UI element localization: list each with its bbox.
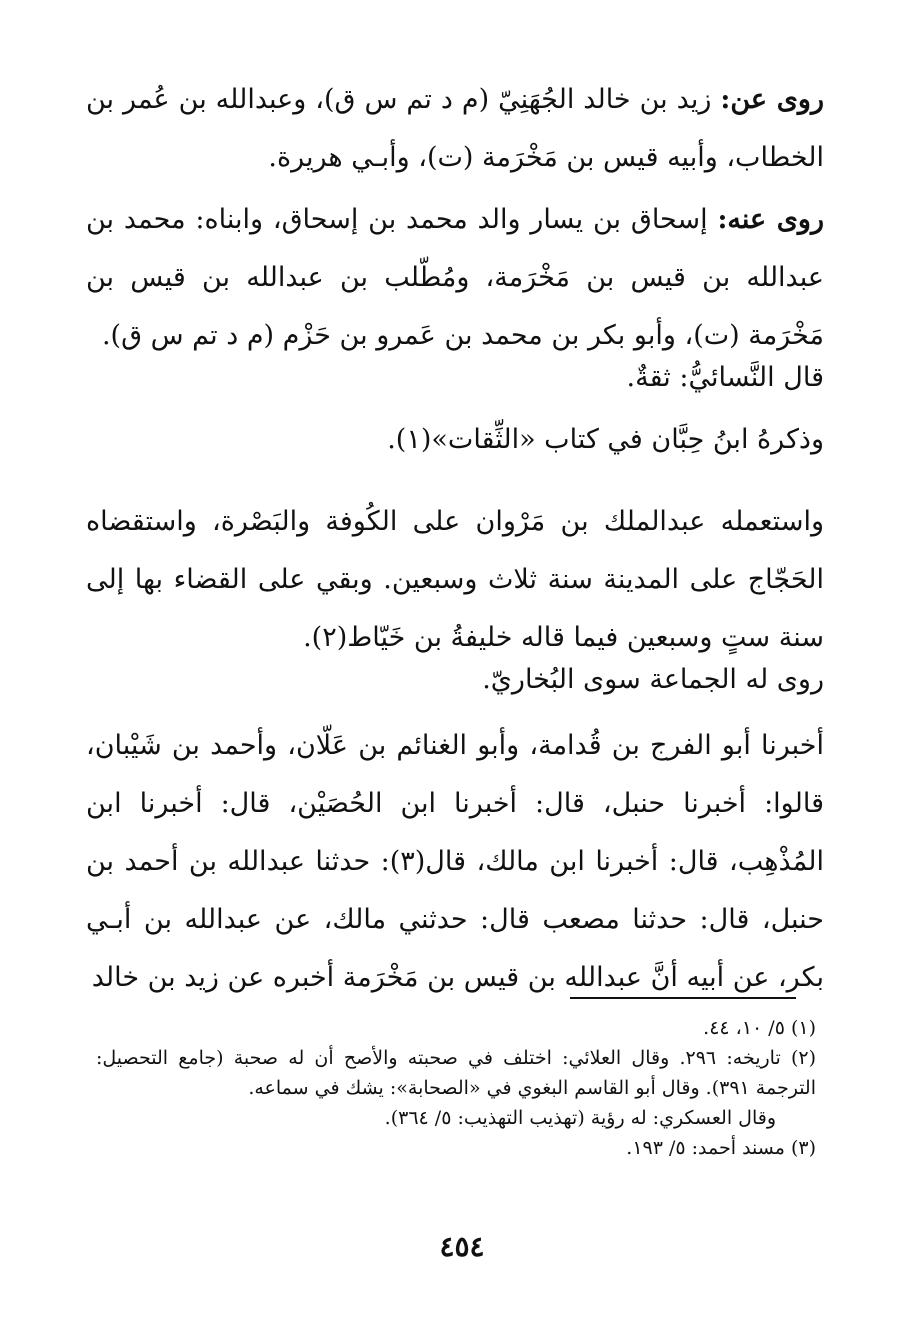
paragraph-narrated-from: [86, 71, 824, 187]
footnote-1: (١) ٥/ ١٠، ٤٤.: [703, 1017, 816, 1039]
paragraph-text: وذكرهُ ابنُ حِبَّان في كتاب «الثِّقات»(١).: [387, 424, 824, 455]
paragraph-text: واستعمله عبدالملك بن مَرْوان على الكُوفة والبَصْرة، واستقضاه الحَجّاج على المدينة سنة ثلاث وسبعين. وبقي على القضاء بها إلى سنة ستٍ وسبعين فيما قاله خليفةُ بن خَيّاط(٢).: [86, 506, 824, 653]
footnote-3: (٣) مسند أحمد: ٥/ ١٩٣.: [626, 1137, 816, 1159]
lead-label: روى عن:: [720, 84, 824, 115]
paragraph-text: قال النَّسائيُّ: ثقةٌ.: [626, 362, 824, 393]
paragraph-text: روى له الجماعة سوى البُخاريّ.: [482, 664, 824, 695]
paragraph-text: زيد بن خالد الجُهَنِيّ (م د تم س ق)، وعبدالله بن عُمر بن الخطاب، وأبيه قيس بن مَخْرَمة (ت)، وأبـي هريرة.: [86, 84, 824, 173]
paragraph-text: إسحاق بن يسار والد محمد بن إسحاق، وابناه: محمد بن عبدالله بن قيس بن مَخْرَمة، ومُطّلب بن عبدالله بن قيس بن مَخْرَمة (ت)، وأبو بكر بن محمد بن عَمرو بن حَزْم (م د تم س ق).: [86, 204, 824, 351]
paragraph-nasai: [86, 349, 824, 407]
paragraph-text: أخبرنا أبو الفرج بن قُدامة، وأبو الغنائم بن عَلّان، وأحمد بن شَيْبان، قالوا: أخبرنا حنبل، قال: أخبرنا ابن الحُصَيْن، قال: أخبرنا ابن المُذْهِب، قال: أخبرنا ابن مالك، قال(٣): حدثنا عبدالله بن أحمد بن حنبل، قال: حدثنا مصعب قال: حدثني مالك، عن عبدالله بن أبـي بكر، عن أبيه أنَّ عبدالله بن قيس بن مَخْرَمة أخبره عن زيد بن خالد: [86, 730, 824, 993]
footnote-2-continuation: وقال العسكري: له رؤية (تهذيب التهذيب: ٥/ ٣٦٤).: [384, 1107, 776, 1129]
lead-label: روى عنه:: [717, 204, 824, 235]
page-number: ٤٥٤: [439, 1230, 485, 1263]
footnote-2: (٢) تاريخه: ٢٩٦. وقال العلائي: اختلف في صحبته والأصح أن له صحبة (جامع التحصيل: الترجمة ٣٩١). وقال أبو القاسم البغوي في «الصحابة»: يشك في سماعه.: [96, 1047, 817, 1099]
footnote-divider: [570, 997, 796, 999]
footnotes: [96, 1013, 816, 1163]
paragraph-isnad: [86, 717, 824, 1007]
paragraph-appointment: [86, 493, 824, 667]
paragraph-ibn-hibban: [86, 411, 824, 469]
paragraph-group: [86, 651, 824, 709]
paragraph-narrated-by: [86, 191, 824, 365]
